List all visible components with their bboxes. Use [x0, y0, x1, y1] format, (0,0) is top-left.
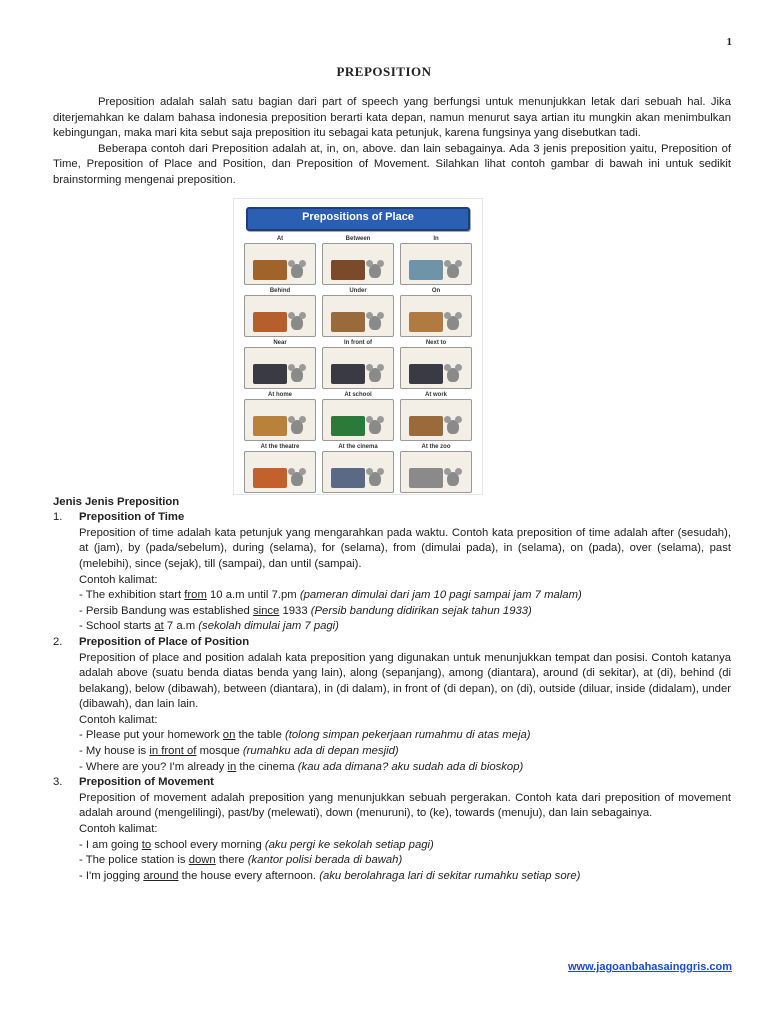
scene-object: [331, 260, 365, 280]
scene-object: [409, 416, 443, 436]
example-translation: (kantor polisi berada di bawah): [247, 854, 403, 867]
example-text: - Persib Bandung was established: [79, 604, 253, 617]
example-text: school every morning: [151, 838, 265, 851]
illustration-picture: [400, 399, 472, 441]
mouse-icon: [369, 368, 381, 382]
illustration-label: At the cinema: [338, 443, 378, 450]
mouse-icon: [447, 420, 459, 434]
illustration-label: In front of: [344, 339, 372, 346]
illustration-cell: [322, 235, 394, 285]
example-text: there: [215, 854, 248, 867]
example-text: - The exhibition start: [79, 589, 185, 602]
example-text: - My house is: [79, 745, 150, 758]
example-sentence: [79, 853, 731, 869]
illustration-label: At school: [344, 391, 372, 398]
list-item: [53, 775, 731, 884]
scene-object: [331, 312, 365, 332]
examples-label: Contoh kalimat:: [79, 573, 158, 586]
illustration-picture: [244, 451, 316, 493]
list-number: 1.: [53, 511, 63, 524]
scene-object: [253, 416, 287, 436]
example-translation: (sekolah dimulai jam 7 pagi): [198, 620, 339, 633]
illustration-cell: [244, 391, 316, 441]
illustration-picture: [322, 399, 394, 441]
example-preposition: on: [222, 729, 236, 742]
item-heading: Preposition of Movement: [79, 776, 214, 789]
illustration-label: Behind: [269, 287, 291, 294]
example-text: 10 a.m until 7.pm: [206, 589, 300, 602]
illustration-label: Under: [349, 287, 367, 294]
example-text: mosque: [196, 745, 243, 758]
item-heading: Preposition of Time: [79, 511, 185, 524]
intro-paragraph: Preposition adalah salah satu bagian dari part of speech yang berfungsi untuk menunjukkan letak dari sebuah hal. Jika diterjemahkan ke dalam bahasa indonesia preposition berarti kata depan, namun menurut saya artian itu mungkin akan menimbulkan kebingungan, maka mari kita sebut saja preposition itu sebagai kata petunjuk, karena fungsinya yang disebutkan tadi.: [53, 96, 731, 140]
illustration-label: At the zoo: [421, 443, 451, 450]
mouse-icon: [369, 420, 381, 434]
illustration-cell: [322, 443, 394, 493]
illustration-cell: [322, 391, 394, 441]
document-body: [53, 95, 731, 884]
scene-object: [253, 364, 287, 384]
item-description: Preposition of time adalah kata petunjuk yang mengarahkan pada waktu. Contoh kata preposition of time adalah after (sesudah), at (jam), by (pada/sebelum), during (selama), for (selama), from (dimulai pada), in (selama), on (pada), over (selama), past (melebihi), since (sejak), till (sampai), dan until (sampai).: [79, 526, 731, 570]
example-translation: (aku pergi ke sekolah setiap pagi): [264, 838, 434, 851]
example-text: - School starts: [79, 620, 155, 633]
mouse-icon: [369, 472, 381, 486]
illustration-cell: [244, 443, 316, 493]
list-item: [53, 635, 731, 775]
illustration-cell: [322, 339, 394, 389]
illustration-label: On: [431, 287, 441, 294]
scene-object: [253, 468, 287, 488]
illustration-picture: [244, 295, 316, 337]
example-text: 1933: [279, 604, 311, 617]
prepositions-of-place-illustration: [233, 198, 483, 495]
illustration-label: At: [276, 235, 284, 242]
example-text: the house every afternoon.: [178, 869, 320, 882]
mouse-icon: [291, 368, 303, 382]
scene-object: [409, 364, 443, 384]
illustration-cell: [400, 391, 472, 441]
example-sentence: [79, 619, 731, 635]
example-preposition: from: [184, 589, 207, 602]
example-preposition: around: [143, 869, 179, 882]
scene-object: [253, 260, 287, 280]
illustration-label: In: [433, 235, 439, 242]
website-link[interactable]: www.jagoanbahasainggris.com: [567, 961, 732, 973]
example-preposition: in: [227, 760, 237, 773]
illustration-picture: [400, 295, 472, 337]
example-text: 7 a.m: [163, 620, 199, 633]
example-text: - I am going: [79, 838, 142, 851]
illustration-title: Prepositions of Place: [246, 207, 470, 231]
example-sentence: [79, 604, 731, 620]
illustration-grid: [240, 235, 476, 493]
mouse-icon: [291, 264, 303, 278]
example-sentence: [79, 728, 731, 744]
illustration-label: Between: [345, 235, 371, 242]
mouse-icon: [369, 264, 381, 278]
mouse-icon: [291, 316, 303, 330]
illustration-picture: [400, 451, 472, 493]
examples-label: Contoh kalimat:: [79, 823, 158, 836]
illustration-picture: [400, 347, 472, 389]
example-text: - The police station is: [79, 854, 189, 867]
example-text: - Please put your homework: [79, 729, 223, 742]
illustration-label: Near: [273, 339, 287, 346]
illustration-cell: [400, 443, 472, 493]
illustration-label: At the theatre: [260, 443, 300, 450]
example-sentence: [79, 838, 731, 854]
document-title: PREPOSITION: [336, 64, 432, 79]
mouse-icon: [447, 472, 459, 486]
illustration-picture: [322, 347, 394, 389]
illustration-cell: [400, 339, 472, 389]
scene-object: [253, 312, 287, 332]
intro-paragraph: Beberapa contoh dari Preposition adalah at, in, on, above. dan lain sebagainya. Ada 3 jenis preposition yaitu, Preposition of Time, Preposition of Place and Position, dan Preposition of Movement. Silahkan lihat contoh gambar di bawah ini untuk sedikit brainstorming mengenai preposition.: [53, 142, 731, 186]
examples-label: Contoh kalimat:: [79, 713, 158, 726]
item-description: Preposition of place and position adalah kata preposition yang digunakan untuk menunjukkan tempat dan posisi. Contoh katanya adalah above (suatu benda diatas benda yang lain), along (sepanjang), among (diantara), around (di sekitar), at (di), behind (di belakang), below (dibawah), between (diantara), in (di dalam), in front of (di depan), on (di), outside (diluar, inside (didalam), under (dibawah), dan lain lain.: [79, 651, 731, 711]
page-number: 1: [726, 36, 732, 48]
illustration-picture: [244, 347, 316, 389]
mouse-icon: [447, 368, 459, 382]
example-text: the cinema: [236, 760, 298, 773]
scene-object: [331, 416, 365, 436]
example-preposition: to: [141, 838, 152, 851]
scene-object: [331, 364, 365, 384]
illustration-cell: [322, 287, 394, 337]
example-preposition: since: [252, 604, 280, 617]
illustration-picture: [400, 243, 472, 285]
illustration-picture: [322, 451, 394, 493]
illustration-picture: [322, 243, 394, 285]
illustration-cell: [400, 235, 472, 285]
illustration-label: At home: [268, 391, 292, 398]
example-text: - Where are you? I'm already: [79, 760, 228, 773]
section-heading: Jenis Jenis Preposition: [53, 495, 180, 508]
example-translation: (rumahku ada di depan mesjid): [242, 745, 399, 758]
list-number: 2.: [53, 635, 63, 648]
example-translation: (tolong simpan pekerjaan rumahmu di atas meja): [285, 729, 531, 742]
example-text: - I'm jogging: [79, 869, 144, 882]
scene-object: [409, 468, 443, 488]
illustration-cell: [244, 339, 316, 389]
item-heading: Preposition of Place of Position: [79, 635, 250, 648]
preposition-list: [53, 510, 731, 884]
example-sentence: [79, 588, 731, 604]
mouse-icon: [447, 316, 459, 330]
example-sentence: [79, 744, 731, 760]
example-preposition: down: [188, 854, 216, 867]
example-text: the table: [235, 729, 285, 742]
example-preposition: at: [154, 620, 164, 633]
list-number: 3.: [53, 776, 63, 789]
example-preposition: in front of: [149, 745, 197, 758]
scene-object: [409, 260, 443, 280]
example-translation: (aku berolahraga lari di sekitar rumahku setiap sore): [319, 869, 581, 882]
list-item: [53, 510, 731, 635]
illustration-picture: [244, 243, 316, 285]
illustration-cell: [244, 235, 316, 285]
illustration-cell: [244, 287, 316, 337]
illustration-picture: [322, 295, 394, 337]
mouse-icon: [369, 316, 381, 330]
illustration-label: Next to: [425, 339, 447, 346]
mouse-icon: [291, 472, 303, 486]
example-sentence: [79, 869, 731, 885]
illustration-cell: [400, 287, 472, 337]
mouse-icon: [447, 264, 459, 278]
item-description: Preposition of movement adalah preposition yang menunjukkan sebuah pergerakan. Contoh kata dari preposition of movement adalah around (mengelilingi), past/by (melewati), down (menuruni), to (ke), towards (menuju), dan lain sebagainya.: [79, 791, 731, 820]
example-translation: (pameran dimulai dari jam 10 pagi sampai jam 7 malam): [299, 589, 582, 602]
example-sentence: [79, 760, 731, 776]
illustration-picture: [244, 399, 316, 441]
illustration-label: At work: [424, 391, 447, 398]
example-translation: (kau ada dimana? aku sudah ada di bioskop): [297, 760, 524, 773]
example-translation: (Persib bandung didirikan sejak tahun 1933): [310, 604, 532, 617]
mouse-icon: [291, 420, 303, 434]
scene-object: [409, 312, 443, 332]
scene-object: [331, 468, 365, 488]
